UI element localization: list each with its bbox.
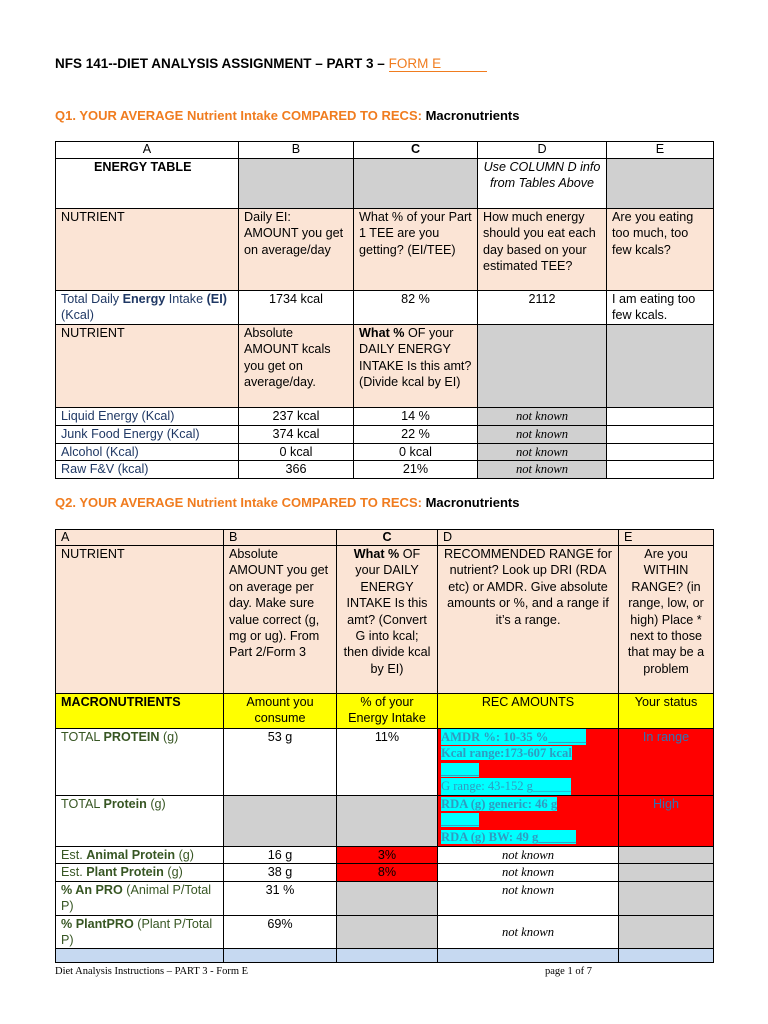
macro-d: REC AMOUNTS bbox=[438, 694, 619, 729]
row-b: 69% bbox=[224, 915, 337, 949]
row-c: 21% bbox=[354, 461, 478, 479]
empty-cell bbox=[607, 159, 714, 209]
row-e bbox=[607, 443, 714, 460]
header-d: RECOMMENDED RANGE for nutrient? Look up DRI (RDA etc) or AMDR. Give absolute amounts or %, and a range if it’s a range. bbox=[438, 546, 619, 694]
header2-b: Absolute AMOUNT kcals you get on average/day. bbox=[239, 324, 354, 407]
table-row bbox=[56, 864, 714, 881]
row-c bbox=[337, 915, 438, 949]
row-b: 366 bbox=[239, 461, 354, 479]
empty-cell bbox=[224, 949, 337, 963]
header-e: Are you WITHIN RANGE? (in range, low, or high) Place * next to those that may be a problem bbox=[619, 546, 714, 694]
table-row bbox=[56, 407, 714, 425]
table-row bbox=[56, 142, 714, 159]
q1-heading bbox=[55, 108, 519, 123]
empty-cell bbox=[354, 159, 478, 209]
row-e bbox=[619, 915, 714, 949]
table-row bbox=[56, 546, 714, 694]
col-letter-c: C bbox=[354, 142, 478, 159]
table-row bbox=[56, 324, 714, 407]
header-e: Are you eating too much, too few kcals? bbox=[607, 209, 714, 291]
total-energy-d: 2112 bbox=[478, 291, 607, 325]
total-protein-b: 53 g bbox=[224, 729, 337, 796]
empty-cell bbox=[337, 796, 438, 847]
col-letter-d: D bbox=[478, 142, 607, 159]
nutrient-label-2: NUTRIENT bbox=[56, 324, 239, 407]
empty-cell bbox=[56, 949, 224, 963]
col-letter-e: E bbox=[607, 142, 714, 159]
row-d: not known bbox=[438, 847, 619, 864]
row-label: Alcohol (Kcal) bbox=[56, 443, 239, 460]
row-b: 0 kcal bbox=[239, 443, 354, 460]
q1-heading-prefix: Q1. YOUR AVERAGE Nutrient Intake COMPARED TO RECS: bbox=[55, 108, 426, 123]
row-d: not known bbox=[438, 915, 619, 949]
total-protein-status-2: High bbox=[619, 796, 714, 847]
row-b: 374 kcal bbox=[239, 425, 354, 443]
q2-heading-suffix: Macronutrients bbox=[425, 495, 520, 510]
rda-bw: RDA (g) BW: 49 g______ bbox=[441, 829, 577, 844]
row-d: not known bbox=[478, 461, 607, 479]
row-label: % PlantPRO (Plant P/Total P) bbox=[56, 915, 224, 949]
table-row bbox=[56, 159, 714, 209]
empty-cell bbox=[224, 796, 337, 847]
total-protein-status: In range bbox=[619, 729, 714, 796]
header2-c: What % OF your DAILY ENERGY INTAKE Is this amt? (Divide kcal by EI) bbox=[354, 324, 478, 407]
total-protein-c: 11% bbox=[337, 729, 438, 796]
col-letter-a: A bbox=[56, 530, 224, 546]
table-row bbox=[56, 425, 714, 443]
table-row bbox=[56, 461, 714, 479]
kcal-range-line bbox=[441, 745, 615, 761]
row-d: not known bbox=[478, 407, 607, 425]
total-protein-label: TOTAL PROTEIN (g) bbox=[56, 729, 224, 796]
row-c: 8% bbox=[337, 864, 438, 881]
row-c: 22 % bbox=[354, 425, 478, 443]
row-label: Junk Food Energy (Kcal) bbox=[56, 425, 239, 443]
table-row bbox=[56, 729, 714, 796]
row-b: 38 g bbox=[224, 864, 337, 881]
document-title bbox=[55, 56, 487, 71]
col-letter-b: B bbox=[224, 530, 337, 546]
header-b: Absolute AMOUNT you get on average per day. Make sure value correct (g, mg or ug). From Part 2/Form 3 bbox=[224, 546, 337, 694]
total-energy-b: 1734 kcal bbox=[239, 291, 354, 325]
header-d: How much energy should you eat each day based on your estimated TEE? bbox=[478, 209, 607, 291]
macro-e: Your status bbox=[619, 694, 714, 729]
table-row bbox=[56, 291, 714, 325]
kcal-range-blank: ______ bbox=[441, 762, 479, 777]
table-row bbox=[56, 847, 714, 864]
q2-heading bbox=[55, 495, 519, 510]
footer-page-number: page 1 of 7 bbox=[545, 966, 592, 977]
row-label: Raw F&V (kcal) bbox=[56, 461, 239, 479]
rda-generic-line bbox=[441, 796, 615, 812]
row-d: not known bbox=[438, 864, 619, 881]
row-b: 31 % bbox=[224, 881, 337, 915]
row-e bbox=[619, 864, 714, 881]
rda-generic-blank-line bbox=[441, 812, 615, 828]
total-protein-d bbox=[438, 729, 619, 796]
rda-bw-line bbox=[441, 829, 615, 845]
row-e bbox=[619, 847, 714, 864]
empty-cell bbox=[239, 159, 354, 209]
header-b: Daily EI: AMOUNT you get on average/day bbox=[239, 209, 354, 291]
footer-left: Diet Analysis Instructions – PART 3 - Form E bbox=[55, 966, 249, 977]
energy-table-label: ENERGY TABLE bbox=[56, 159, 239, 209]
total-energy-e: I am eating too few kcals. bbox=[607, 291, 714, 325]
table-row bbox=[56, 915, 714, 949]
col-letter-a: A bbox=[56, 142, 239, 159]
row-b: 237 kcal bbox=[239, 407, 354, 425]
row-e bbox=[619, 881, 714, 915]
row-label: Est. Animal Protein (g) bbox=[56, 847, 224, 864]
total-energy-label: Total Daily Energy Intake (EI) (Kcal) bbox=[56, 291, 239, 325]
macro-c: % of your Energy Intake bbox=[337, 694, 438, 729]
col-letter-e: E bbox=[619, 530, 714, 546]
macro-b: Amount you consume bbox=[224, 694, 337, 729]
document-title-text: NFS 141--DIET ANALYSIS ASSIGNMENT – PART 3 – bbox=[55, 56, 389, 71]
row-label: Liquid Energy (Kcal) bbox=[56, 407, 239, 425]
row-b: 16 g bbox=[224, 847, 337, 864]
macronutrient-table bbox=[55, 529, 714, 963]
row-e bbox=[607, 407, 714, 425]
empty-cell bbox=[438, 949, 619, 963]
total-protein-label-2: TOTAL Protein (g) bbox=[56, 796, 224, 847]
empty-cell bbox=[607, 324, 714, 407]
rda-generic: RDA (g) generic: 46 g bbox=[441, 797, 558, 811]
empty-cell bbox=[478, 324, 607, 407]
rda-generic-blank: ______ bbox=[441, 813, 479, 828]
q2-heading-prefix: Q2. YOUR AVERAGE Nutrient Intake COMPARED TO RECS: bbox=[55, 495, 426, 510]
table-row bbox=[56, 694, 714, 729]
table-row bbox=[56, 949, 714, 963]
total-protein-rda bbox=[438, 796, 619, 847]
kcal-range-blank-line bbox=[441, 762, 615, 778]
row-label: Est. Plant Protein (g) bbox=[56, 864, 224, 881]
nutrient-label: NUTRIENT bbox=[56, 546, 224, 694]
table-row bbox=[56, 796, 714, 847]
col-letter-b: B bbox=[239, 142, 354, 159]
header-c: What % OF your DAILY ENERGY INTAKE Is this amt? (Convert G into kcal; then divide kcal by EI) bbox=[337, 546, 438, 694]
empty-cell bbox=[619, 949, 714, 963]
table-row bbox=[56, 443, 714, 460]
form-label: FORM E bbox=[389, 56, 488, 72]
nutrient-label: NUTRIENT bbox=[56, 209, 239, 291]
table-row bbox=[56, 530, 714, 546]
amdr-percent: AMDR %: 10-35 %______ bbox=[441, 730, 587, 744]
row-c: 3% bbox=[337, 847, 438, 864]
row-e bbox=[607, 461, 714, 479]
table-row bbox=[56, 209, 714, 291]
row-d: not known bbox=[438, 881, 619, 915]
row-c: 0 kcal bbox=[354, 443, 478, 460]
row-c bbox=[337, 881, 438, 915]
row-d: not known bbox=[478, 443, 607, 460]
col-letter-c: C bbox=[337, 530, 438, 546]
row-d: not known bbox=[478, 425, 607, 443]
column-d-note: Use COLUMN D info from Tables Above bbox=[478, 159, 607, 209]
row-c: 14 % bbox=[354, 407, 478, 425]
q1-heading-suffix: Macronutrients bbox=[425, 108, 520, 123]
empty-cell bbox=[337, 949, 438, 963]
table-row bbox=[56, 881, 714, 915]
col-letter-d: D bbox=[438, 530, 619, 546]
gram-range: G range: 43-152 g______ bbox=[441, 779, 571, 794]
energy-table bbox=[55, 141, 714, 479]
macro-label: MACRONUTRIENTS bbox=[56, 694, 224, 729]
row-e bbox=[607, 425, 714, 443]
row-label: % An PRO (Animal P/Total P) bbox=[56, 881, 224, 915]
total-energy-c: 82 % bbox=[354, 291, 478, 325]
header-c: What % of your Part 1 TEE are you getting? (EI/TEE) bbox=[354, 209, 478, 291]
kcal-range: Kcal range:173-607 kcal bbox=[441, 746, 572, 761]
